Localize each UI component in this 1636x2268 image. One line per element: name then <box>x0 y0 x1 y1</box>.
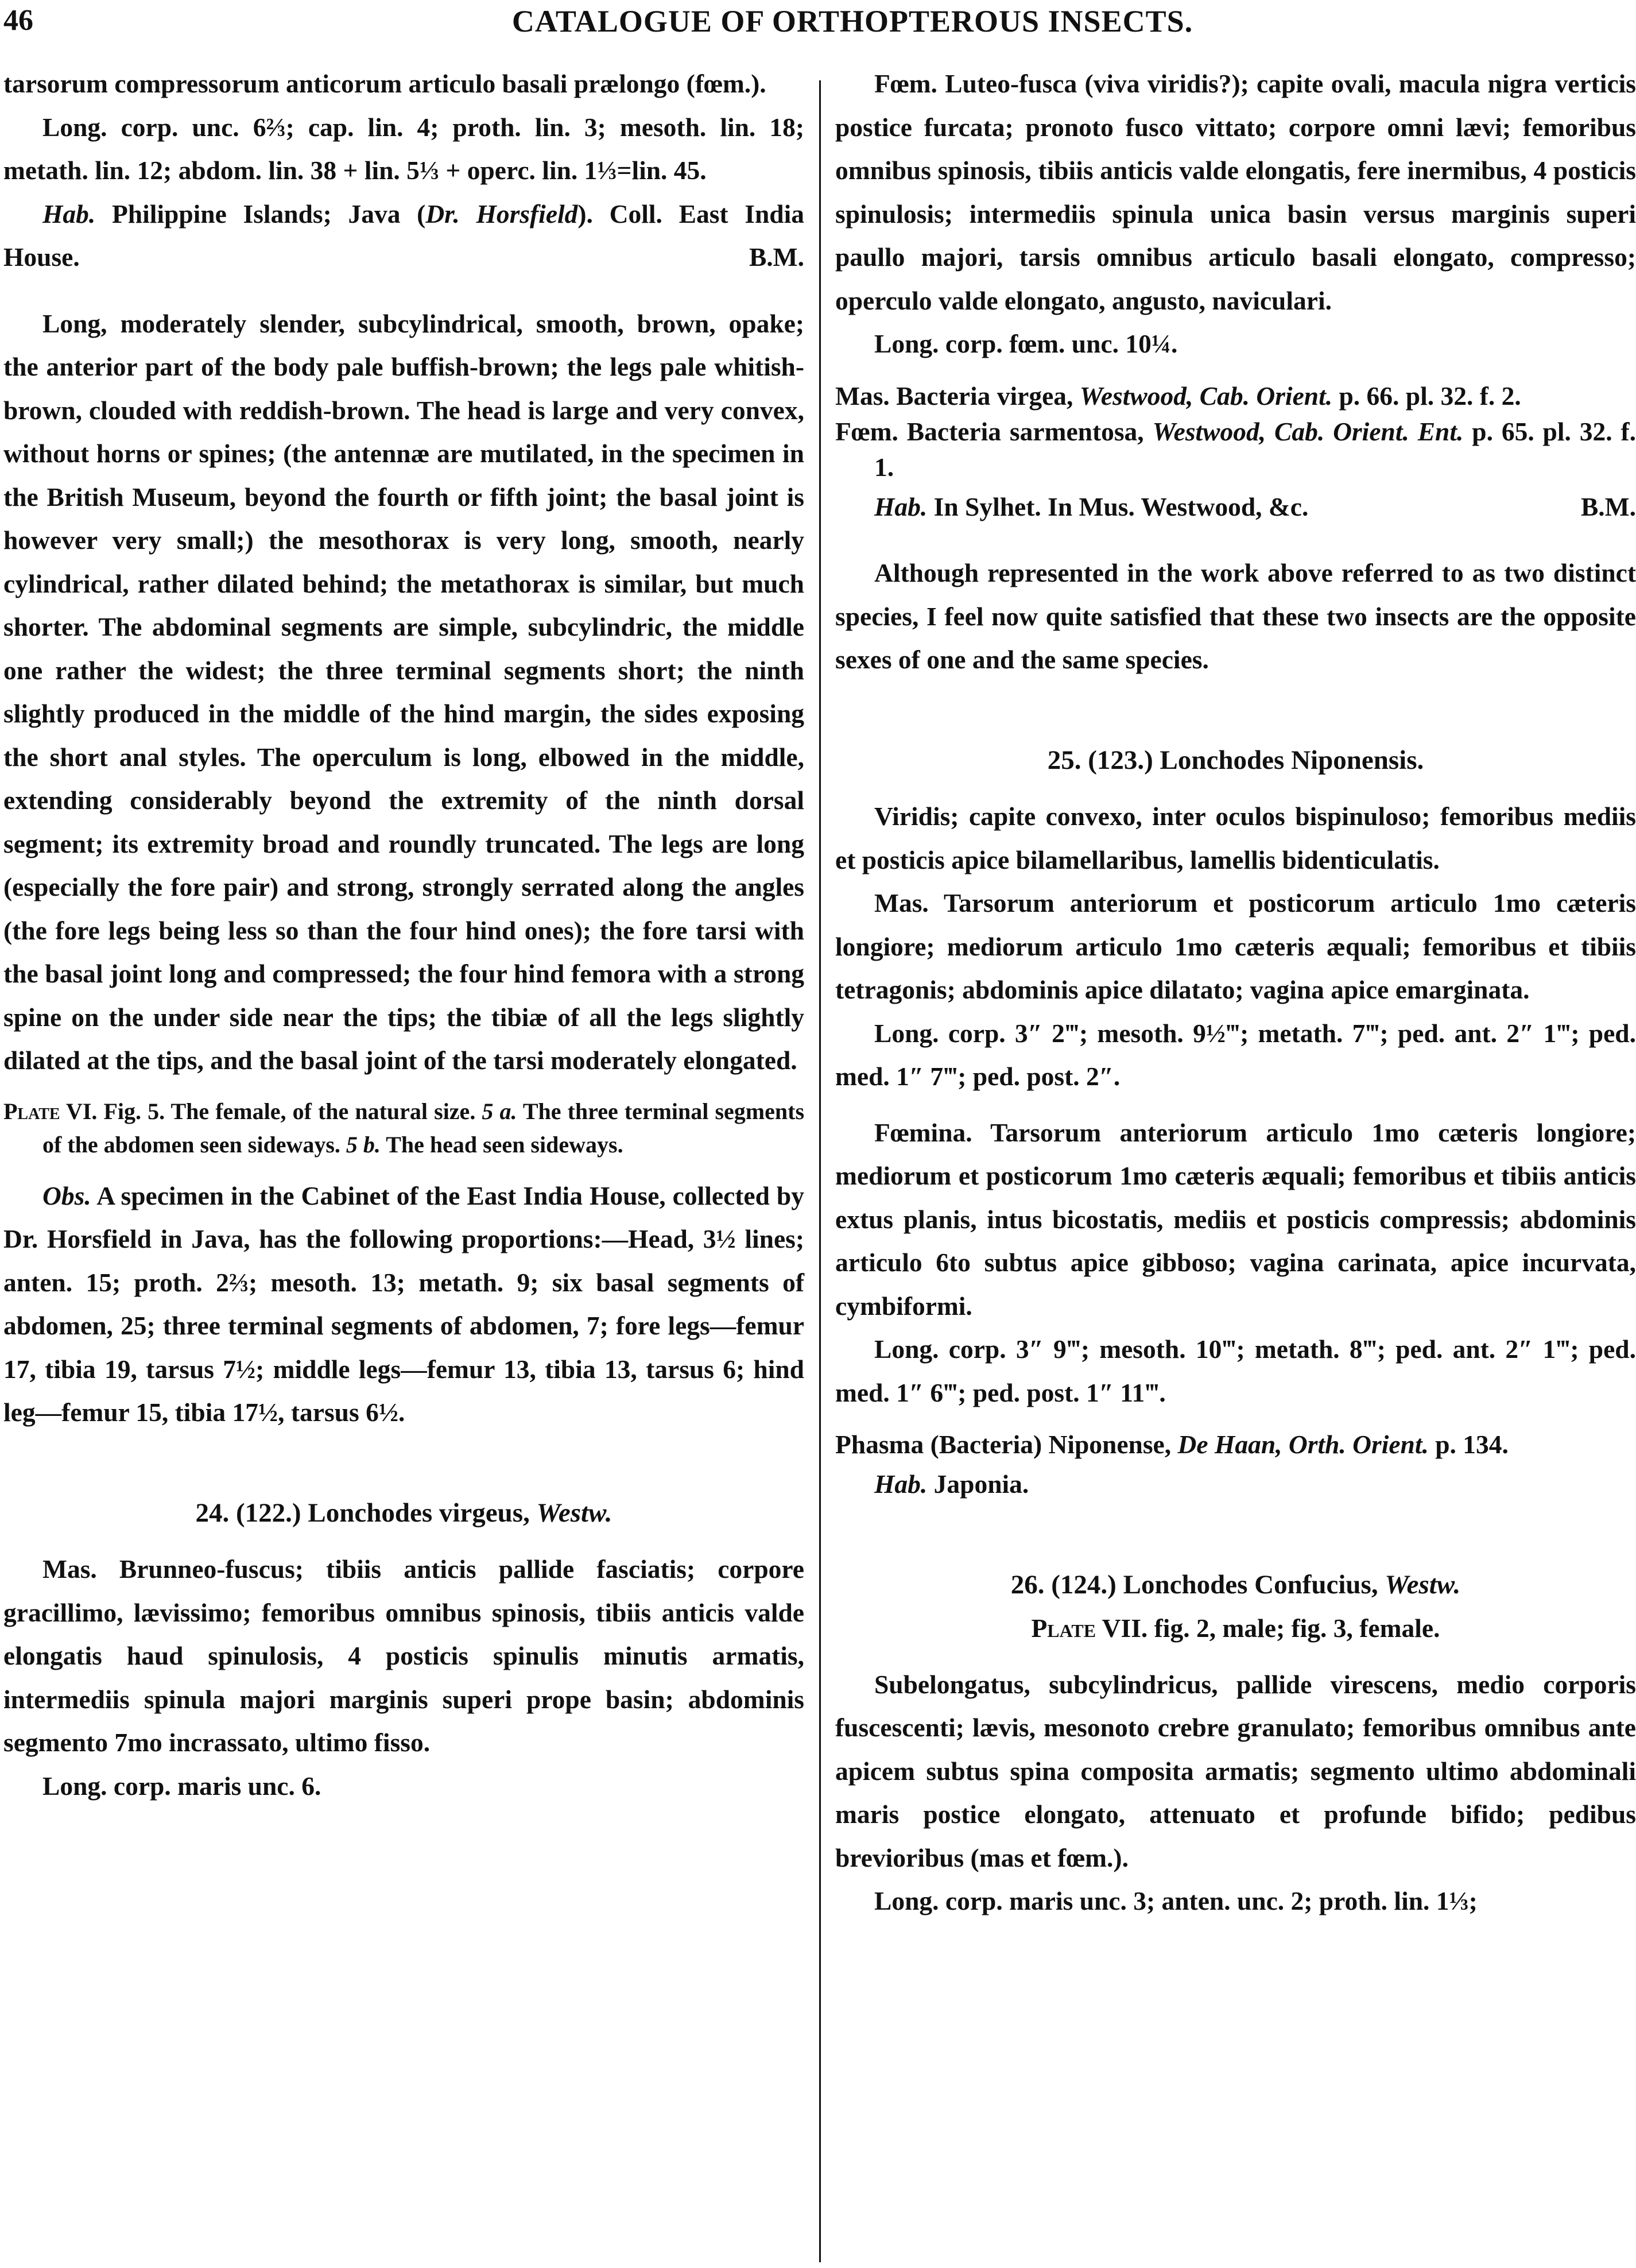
synonym-1-text-1: Mas. Bacteria virgea, <box>835 381 1073 411</box>
species-heading-26 <box>835 1563 1636 1607</box>
species-heading-25 <box>835 739 1636 783</box>
synonym-2-citation: Westwood, Cab. Orient. Ent. <box>1152 416 1464 446</box>
obs-label: Obs. <box>42 1181 91 1210</box>
species-25-diagnosis: Viridis; capite convexo, inter oculos bispinuloso; femoribus mediis et posticis apice bilamellaribus, lamellis bidenticulatis. <box>835 802 1636 874</box>
habitat-label: Hab. <box>874 491 928 521</box>
species-25-male: Mas. Tarsorum anteriorum et posticorum articulo 1mo cæteris longiore; mediorum articulo 1mo cæteris æquali; femoribus et tibiis tetragonis; abdominis apice dilatato; vagina apice emarginata. <box>835 888 1636 1004</box>
fig-5b: 5 b. <box>346 1131 381 1158</box>
synonym-2-text-2: p. 65. pl. 32. f. 1. <box>874 416 1636 482</box>
species-name: Lonchodes Confucius, <box>1123 1569 1378 1600</box>
museum-mark: B.M. <box>1580 491 1636 521</box>
plate-label: Plate VII. <box>1031 1613 1148 1643</box>
species-26-measurement: Long. corp. maris unc. 3; anten. unc. 2; proth. lin. 1⅓; <box>874 1886 1478 1915</box>
column-divider <box>819 80 821 2262</box>
synonym-text-1: Phasma (Bacteria) Niponense, <box>835 1430 1172 1459</box>
obs-text: A specimen in the Cabinet of the East India House, collected by Dr. Horsfield in Java, has the following proportions:—Head, 3½ lines; anten. 15; proth. 2⅔; mesoth. 13; metath. 9; six basal segments of abdomen, 25; three terminal segments of abdomen, 7; fore legs—femur 17, tibia 19, tarsus 7½; middle legs—femur 13, tibia 13, tarsus 6; hind leg—femur 15, tibia 17½, tarsus 6½. <box>3 1181 804 1427</box>
synonym-citation: De Haan, Orth. Orient. <box>1177 1430 1429 1459</box>
right-column <box>835 62 1636 1923</box>
plate-caption <box>3 1095 804 1162</box>
habitat <box>835 485 1636 529</box>
running-title: CATALOGUE OF ORTHOPTEROUS INSECTS. <box>511 4 1193 38</box>
page-number: 46 <box>3 4 33 37</box>
species-25-male-measurement: Long. corp. 3″ 2‴; mesoth. 9½‴; metath. 7‴; ped. ant. 2″ 1‴; ped. med. 1″ 7‴; ped. post. 2″. <box>835 1018 1636 1091</box>
synonym-2-text-1: Fœm. Bacteria sarmentosa, <box>835 416 1144 446</box>
habitat-label: Hab. <box>42 199 96 229</box>
species-25-habitat <box>835 1462 1636 1506</box>
species-author: Westw. <box>536 1497 612 1528</box>
species-24-measurement: Long. corp. maris unc. 6. <box>42 1771 321 1801</box>
synonym-1-citation: Westwood, Cab. Orient. <box>1079 381 1333 411</box>
synonym-1 <box>835 378 1636 414</box>
plate-text: fig. 2, male; fig. 3, female. <box>1154 1613 1440 1643</box>
species-author: Westw. <box>1385 1569 1461 1600</box>
species-number: 25. (123.) <box>1047 745 1153 775</box>
species-number: 24. (122.) <box>195 1497 301 1528</box>
species-26-plate <box>835 1607 1636 1650</box>
habitat-text: Japonia. <box>933 1469 1029 1499</box>
habitat-text-2: ). Coll. East India House. <box>3 199 804 272</box>
measurements: Long. corp. unc. 6⅔; cap. lin. 4; proth. lin. 3; mesoth. lin. 18; metath. lin. 12; abdom. lin. 38 + lin. 5⅓ + operc. lin. 1⅓=lin. 45. <box>3 112 804 185</box>
fig-5a: 5 a. <box>482 1098 517 1124</box>
species-name: Lonchodes virgeus, <box>308 1497 530 1528</box>
species-25-female-measurement: Long. corp. 3″ 9‴; mesoth. 10‴; metath. 8‴; ped. ant. 2″ 1‴; ped. med. 1″ 6‴; ped. post. 1″ 11‴. <box>835 1334 1636 1407</box>
female-diagnosis: Fœm. Luteo-fusca (viva viridis?); capite ovali, macula nigra verticis postice furcata; pronoto fusco vittato; corpore omni lævi; femoribus omnibus spinosis, tibiis anticis valde elongatis, fere inermibus, 4 posticis spinulosis; intermediis spinula unica basin versus marginis superi paullo majori, tarsis omnibus articulo basali elongato, compresso; operculo valde elongato, angusto, naviculari. <box>835 69 1636 315</box>
caption-text-3: The head seen sideways. <box>386 1131 623 1158</box>
description: Long, moderately slender, subcylindrical, smooth, brown, opake; the anterior part of the body pale buffish-brown; the legs pale whitish-brown, clouded with reddish-brown. The head is large and very convex, without horns or spines; (the antennæ are mutilated, in the specimen in the British Museum, beyond the fourth or fifth joint; the basal joint is however very small;) the mesothorax is very long, smooth, nearly cylindrical, rather dilated behind; the metathorax is similar, but much shorter. The abdominal segments are simple, subcylindric, the middle one rather the widest; the three terminal segments short; the ninth slightly produced in the middle of the hind margin, the sides exposing the short anal styles. The operculum is long, elbowed in the middle, extending considerably beyond the extremity of the ninth dorsal segment; its extremity broad and roundly truncated. The legs are long (especially the fore pair) and strong, strongly serrated along the angles (the fore legs being less so than the four hind ones); the fore tarsi with the basal joint long and compressed; the four hind femora with a strong spine on the under side near the tips; the tibiæ of all the legs slightly dilated at the tips, and the basal joint of the tarsi moderately elongated. <box>3 308 804 1075</box>
species-25-synonym <box>835 1427 1636 1462</box>
female-measurement: Long. corp. fœm. unc. 10¼. <box>874 329 1178 358</box>
species-24-diagnosis: Mas. Brunneo-fuscus; tibiis anticis pallide fasciatis; corpore gracillimo, lævissimo; femoribus omnibus spinosis, tibiis anticis valde elongatis haud spinulosis, 4 posticis spinulis minutis armatis, intermediis spinula majori marginis superi prope basin; abdominis segmento 7mo incrassato, ultimo fisso. <box>3 1554 804 1757</box>
caption-text-1: Fig. 5. The female, of the natural size. <box>103 1098 476 1124</box>
species-heading-24 <box>3 1492 804 1535</box>
habitat-text-1: Philippine Islands; Java ( <box>112 199 426 229</box>
running-head <box>0 0 1636 46</box>
diagnosis-continuation: tarsorum compressorum anticorum articulo basali prælongo (fœm.). <box>3 69 766 98</box>
species-25-female: Fœmina. Tarsorum anteriorum articulo 1mo cæteris longiore; mediorum et posticorum 1mo cæteris æquali; femoribus et tibiis anticis extus planis, intus bicostatis, mediis et posticis compressis; abdominis articulo 6to subtus apice gibboso; vagina carinata, apice incurvata, cymbiformi. <box>835 1117 1636 1321</box>
plate-label: Plate VI. <box>3 1098 98 1124</box>
habitat-collector: Dr. Horsfield <box>425 199 578 229</box>
synonym-text-2: p. 134. <box>1435 1430 1509 1459</box>
species-26-diagnosis: Subelongatus, subcylindricus, pallide virescens, medio corporis fuscescenti; lævis, mesonoto crebre granulato; femoribus omnibus ante apicem subtus spina composita armatis; segmento ultimo abdominali maris postice elongato, attenuato et profunde bifido; pedibus brevioribus (mas et fœm.). <box>835 1669 1636 1872</box>
museum-mark: B.M. <box>749 242 804 272</box>
species-number: 26. (124.) <box>1010 1569 1116 1600</box>
synonym-1-text-2: p. 66. pl. 32. f. 2. <box>1339 381 1521 411</box>
species-name: Lonchodes Niponensis. <box>1160 745 1424 775</box>
habitat-text: In Sylhet. In Mus. Westwood, &c. <box>933 491 1309 521</box>
caption-text-2: The three terminal segments of the abdomen seen sideways. <box>42 1098 805 1158</box>
observation <box>3 1174 804 1434</box>
left-column <box>3 62 804 1808</box>
synonym-2 <box>835 414 1636 485</box>
remark: Although represented in the work above referred to as two distinct species, I feel now quite satisfied that these two insects are the opposite sexes of one and the same species. <box>835 558 1636 674</box>
habitat <box>3 192 804 279</box>
habitat-label: Hab. <box>874 1469 928 1499</box>
